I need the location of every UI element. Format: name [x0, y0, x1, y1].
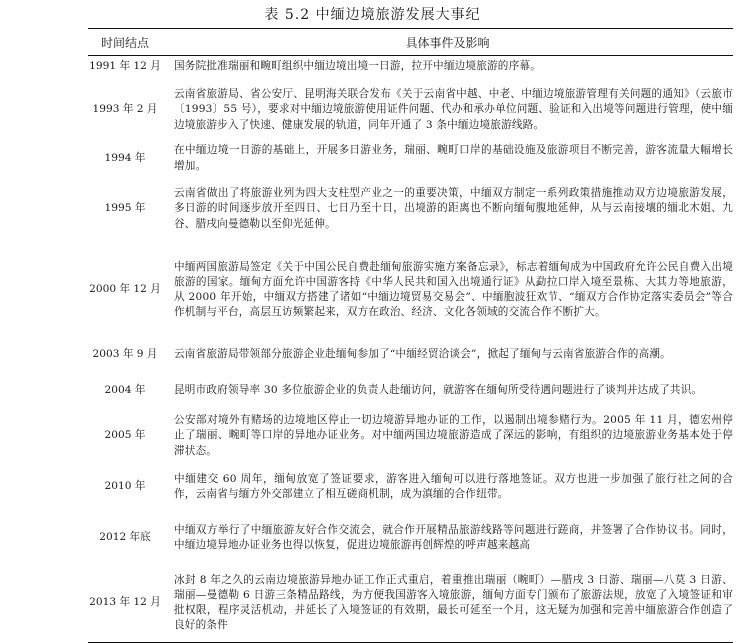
table-row	[88, 142, 733, 175]
events-table	[88, 28, 733, 643]
row-text: 在中缅边境一日游的基础上，开展多日游业务，瑞丽、畹町口岸的基础设施及旅游项目不断完善，游客流量大幅增长增加。	[174, 144, 733, 172]
row-text: 中缅双方举行了中缅旅游友好合作交流会，就合作开展精品旅游线路等问题进行蹉商，并签署了合作协议书。同时，中缅边境异地办证业务也得以恢复，促进边境旅游再创辉煌的呼声越来越高	[174, 523, 733, 551]
row-time: 1995 年	[104, 202, 146, 215]
table-row	[88, 175, 733, 243]
row-text: 中缅两国旅游局签定《关于中国公民自费赴缅甸旅游实施方案备忘录》，标志着缅甸成为中国政府允许公民自费入出境旅游的国家。缅甸方面允许中国游客持《中华人民共和国入出境通行证》从勐拉口岸入境至景栋、大其力等地旅游，从 2000 年开始，中缅双方搭建了诸如“中缅边境贸易交易会”、中缅胞波狂欢节、“缅双方合作协定落实委员会”等合作机制与平台，高层互访频繁起来，双方在政治、经济、文化各领域的交流合作不断扩大。	[174, 260, 733, 319]
table-row	[88, 410, 733, 462]
row-time: 2010 年	[104, 480, 146, 493]
row-time: 2013 年 12 月	[89, 596, 161, 609]
row-text: 公安部对境外有赌场的边境地区停止一切边境游异地办证的工作，以遏制出境参赌行为。2005 年 11 月，德宏州停止了瑞丽、畹町等口岸的异地办证业务。对中缅两国边境旅游造成了深远的影响，有组织的边境旅游业务基本处于停滞状态。	[174, 414, 733, 457]
row-time: 1994 年	[104, 151, 146, 164]
row-time: 2004 年	[104, 384, 146, 397]
row-time: 1991 年 12 月	[89, 60, 161, 73]
table-row	[88, 78, 733, 142]
row-time: 1993 年 2 月	[92, 103, 158, 116]
row-time: 2000 年 12 月	[89, 283, 161, 296]
row-text: 国务院批准瑞丽和畹町组织中缅边境出境一日游，拉开中缅边境旅游的序幕。	[174, 60, 541, 73]
row-text: 中缅建交 60 周年，缅甸放宽了签证要求，游客进入缅甸可以进行落地签证。双方也进一步加强了旅行社之间的合作，云南省与缅方外交部建立了相互磋商机制，成为滇缅的合作纽带。	[174, 472, 733, 500]
table-header-row	[88, 29, 733, 55]
row-text: 云南省旅游局带领部分旅游企业赴缅甸参加了“中缅经贸洽谈会”，掀起了缅甸与云南省旅游合作的高潮。	[174, 347, 671, 360]
row-time: 2003 年 9 月	[92, 347, 158, 360]
table-row	[88, 243, 733, 337]
row-text: 云南省旅游局、省公安厅、昆明海关联合发布《关于云南省中越、中老、中缅边境旅游管理有关问题的通知》（云旅市〔1993〕55 号），要求对中缅边境旅游使用证件问题、代办和承办单位问题、验证和入出境等问题进行管理，使中缅边境旅游步入了快速、健康发展的轨道，同年开通了 3 条中缅边境旅游线路。	[174, 88, 733, 131]
header-events: 具体事件及影响	[405, 35, 490, 50]
row-text: 昆明市政府领导率 30 多位旅游企业的负责人赴缅访问，就游客在缅甸所受待遇问题进行了谈判并达成了共识。	[174, 384, 703, 397]
table-row	[88, 56, 733, 78]
row-time: 2012 年底	[99, 531, 151, 544]
table-row	[88, 564, 733, 642]
row-text: 冰封 8 年之久的云南边境旅游异地办证工作正式重启，着重推出瑞丽（畹町）—腊戌 3 日游、瑞丽—八莫 3 日游、瑞丽—曼德勒 6 日游三条精品路线，为方便我国游客入境旅游，缅甸方面专门颁布了旅游法规，放宽了入境签证和审批权限，程序灵活机动，并延长了入境签证的有效期，最长可延至一个月，这无疑为加强和完善中缅旅游合作创造了良好的条件	[174, 573, 733, 632]
table-row	[88, 372, 733, 410]
table-row	[88, 337, 733, 372]
table-row	[88, 512, 733, 564]
row-time: 2005 年	[104, 429, 146, 442]
table-row	[88, 462, 733, 512]
table-caption: 表 5.2 中缅边境旅游发展大事纪	[264, 7, 481, 23]
row-text: 云南省做出了将旅游业列为四大支柱型产业之一的重要决策，中缅双方制定一系列政策措施推动双方边境旅游发展，多日游的时间逐步放开至四日、七日乃至十日，出境游的距离也不断向缅甸腹地延伸，从与云南接壤的缅北木姐、九谷、腊戌向曼德勒以至仰光延伸。	[174, 187, 733, 230]
header-time: 时间结点	[100, 35, 149, 50]
